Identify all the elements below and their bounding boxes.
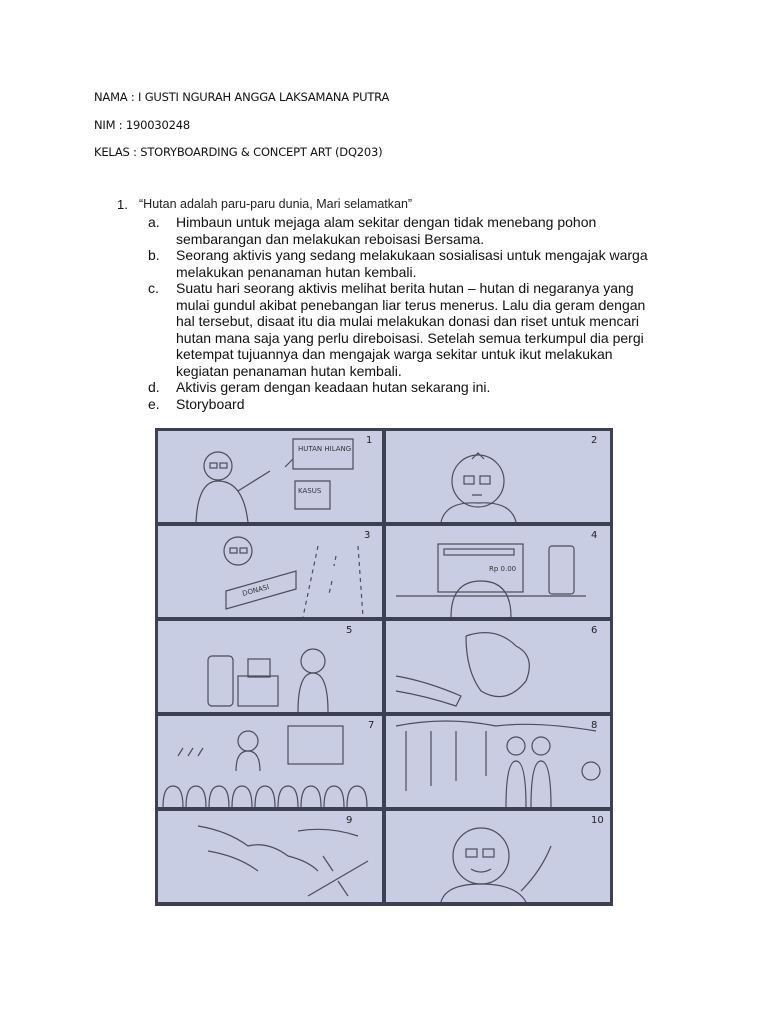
panel-number: 10: [591, 815, 604, 826]
item-label: c.: [148, 280, 159, 296]
panel-number: 5: [346, 625, 353, 636]
storyboard-panel-3: [158, 526, 382, 617]
storyboard-panel-9: [158, 811, 382, 902]
storyboard-panel-8: [386, 716, 610, 807]
sketch-text: Rp 0.00: [489, 565, 517, 573]
sketch-text: KASUS: [298, 487, 322, 495]
question-title: “Hutan adalah paru-paru dunia, Mari selamatkan”: [139, 197, 413, 211]
item-label: a.: [148, 214, 160, 230]
sketch-text: DONASI: [241, 583, 271, 598]
list-item: [148, 247, 648, 280]
storyboard-panel-10: [386, 811, 610, 902]
item-text: Seorang aktivis yang sedang melakukaan sosialisasi untuk mengajak warga melakukan penanaman hutan kembali.: [176, 247, 648, 280]
item-text: Suatu hari seorang aktivis melihat berita hutan – hutan di negaranya yang mulai gundul akibat penebangan liar terus menerus. Lalu dia geram dengan hal tersebut, disaat itu dia mulai melakukan donasi dan riset untuk mencari hutan mana saja yang perlu direboisasi. Setelah semua terkumpul dia pergi ketempat tujuannya dan mengajak warga sekitar untuk ikut melakukan kegiatan penanaman hutan kembali.: [176, 280, 646, 379]
list-item: [148, 379, 648, 396]
panel-number: 3: [364, 530, 371, 541]
list-item: [148, 280, 648, 379]
storyboard-panel-5: [158, 621, 382, 712]
question-number: 1.: [117, 197, 128, 212]
class-name: KELAS : STORYBOARDING & CONCEPT ART (DQ203): [94, 145, 383, 159]
storyboard-panel-1: [158, 431, 382, 522]
item-text: Himbaun untuk mejaga alam sekitar dengan tidak menebang pohon sembarangan dan melakukan reboisasi Bersama.: [176, 214, 597, 247]
panel-number: 2: [591, 435, 598, 446]
sketch-text: HUTAN HILANG: [298, 445, 352, 453]
storyboard-panel-2: [386, 431, 610, 522]
student-nim: NIM : 190030248: [94, 118, 190, 132]
item-label: d.: [148, 379, 160, 395]
storyboard-image: [155, 428, 613, 906]
list-item: [148, 396, 648, 413]
panel-number: 4: [591, 530, 598, 541]
storyboard-panel-7: [158, 716, 382, 807]
list-item: [148, 214, 648, 247]
storyboard-panel-6: [386, 621, 610, 712]
panel-number: 1: [366, 435, 373, 446]
panel-number: 7: [368, 720, 375, 731]
storyboard-panel-4: [386, 526, 610, 617]
item-text: Storyboard: [176, 395, 245, 412]
panel-number: 9: [346, 815, 353, 826]
panel-number: 8: [591, 720, 598, 731]
item-label: b.: [148, 247, 160, 263]
student-name: NAMA : I GUSTI NGURAH ANGGA LAKSAMANA PUTRA: [94, 90, 390, 104]
item-text: Aktivis geram dengan keadaan hutan sekarang ini.: [176, 379, 491, 395]
item-label: e.: [148, 395, 160, 412]
panel-number: 6: [591, 625, 598, 636]
answer-list: [148, 214, 648, 412]
